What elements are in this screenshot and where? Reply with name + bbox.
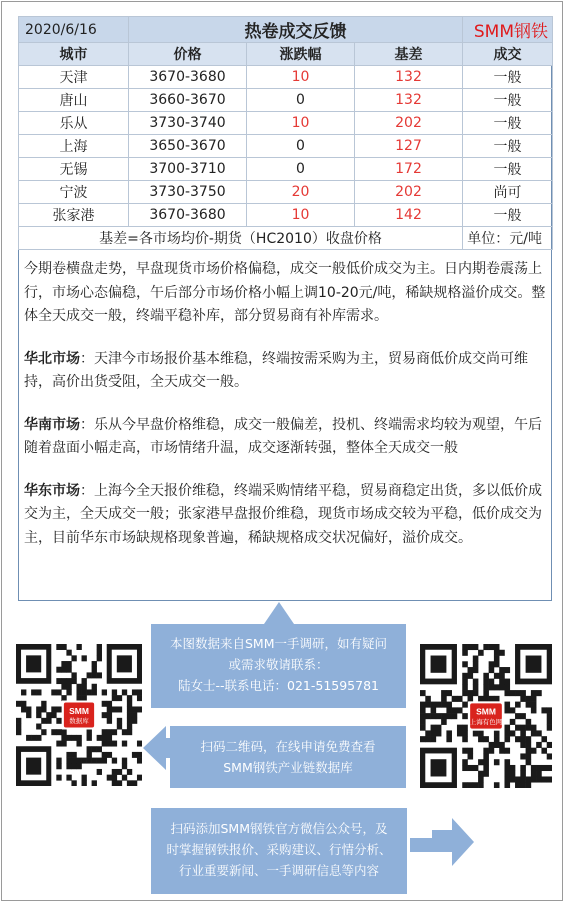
basis-cell: 127 (355, 135, 463, 158)
change-cell: 0 (247, 89, 355, 112)
qr-code-left[interactable] (16, 644, 142, 786)
contact-info-box (151, 624, 406, 708)
badge-text: SMM (69, 705, 89, 716)
deal-cell: 一般 (463, 112, 553, 135)
basis-cell: 142 (355, 204, 463, 227)
col-basis: 基差 (355, 43, 463, 66)
qr-code-right[interactable] (420, 644, 552, 788)
deal-cell: 一般 (463, 89, 553, 112)
deal-cell: 尚可 (463, 181, 553, 204)
database-info-box (170, 726, 406, 788)
col-deal: 成交 (463, 43, 553, 66)
city-cell: 上海 (19, 135, 129, 158)
change-cell: 0 (247, 135, 355, 158)
change-cell: 20 (247, 181, 355, 204)
deal-cell: 一般 (463, 204, 553, 227)
deal-cell: 一般 (463, 66, 553, 89)
basis-cell: 202 (355, 181, 463, 204)
price-cell: 3660-3670 (129, 89, 247, 112)
paragraph-label: 华东市场 (24, 482, 80, 499)
basis-cell: 202 (355, 112, 463, 135)
basis-cell: 132 (355, 66, 463, 89)
price-cell: 3650-3670 (129, 135, 247, 158)
paragraph-text: ：天津今市场报价基本维稳，终端按需采购为主，贸易商低价成交尚可维持，高价出货受阻，全天成交一般。 (24, 350, 528, 390)
info-line: 行业重要新闻、一手调研信息等内容 (178, 863, 379, 878)
info-line: 扫码二维码，在线申请免费查看 (200, 739, 376, 754)
price-cell: 3670-3680 (129, 204, 247, 227)
change-cell: 10 (247, 204, 355, 227)
badge-text: SMM (476, 706, 496, 717)
paragraph-text: ：乐从今早盘价格维稳，成交一般偏差，投机、终端需求均较为观望，午后随着盘面小幅走高，市场情绪升温，成交逐渐转强，整体全天成交一般 (24, 416, 542, 456)
bent-arrow-icon (410, 818, 474, 866)
deal-cell: 一般 (463, 135, 553, 158)
basis-definition: 基差=各市场均价-期货（HC2010）收盘价格 (19, 227, 463, 250)
paragraph-label: 华北市场 (24, 350, 80, 367)
city-cell: 张家港 (19, 204, 129, 227)
change-cell: 0 (247, 158, 355, 181)
change-cell: 10 (247, 112, 355, 135)
price-cell: 3670-3680 (129, 66, 247, 89)
info-line: 或需求敬请联系： (228, 657, 329, 672)
price-cell: 3730-3750 (129, 181, 247, 204)
badge-text: 数据库 (69, 716, 89, 725)
basis-cell: 172 (355, 158, 463, 181)
city-cell: 无锡 (19, 158, 129, 181)
info-line: 时掌握钢铁报价、采购建议、行情分析、 (166, 842, 392, 857)
deal-cell: 一般 (463, 158, 553, 181)
city-cell: 宁波 (19, 181, 129, 204)
wechat-info-box (151, 808, 407, 894)
info-line: 本图数据来自SMM一手调研，如有疑问 (169, 636, 387, 651)
info-line: 陆女士--联系电话：021-51595781 (177, 678, 379, 693)
info-line: SMM钢铁产业链数据库 (223, 760, 353, 775)
paragraph-label: 华南市场 (24, 416, 80, 433)
change-cell: 10 (247, 66, 355, 89)
price-cell: 3700-3710 (129, 158, 247, 181)
col-price: 价格 (129, 43, 247, 66)
col-city: 城市 (19, 43, 129, 66)
price-cell: 3730-3740 (129, 112, 247, 135)
report-title: 热卷成交反馈 (129, 17, 463, 43)
paragraph-text: ：上海今全天报价维稳，终端采购情绪平稳，贸易商稳定出货，多以低价成交为主，全天成交一般；张家港早盘报价维稳，现货市场成交较为平稳，低价成交为主，目前华东市场缺规格现象普遍，稀缺规格成交状况偏好，溢价成交。 (24, 482, 542, 546)
col-change: 涨跌幅 (247, 43, 355, 66)
city-cell: 天津 (19, 66, 129, 89)
city-cell: 唐山 (19, 89, 129, 112)
paragraph-text: 今期卷横盘走势，早盘现货市场价格偏稳，成交一般低价成交为主。日内期卷震荡上行，市场心态偏稳，午后部分市场价格小幅上调10-20元/吨，稀缺规格溢价成交。整体全天成交一般，终端平稳补库，部分贸易商有补库需求。 (24, 261, 546, 324)
city-cell: 乐从 (19, 112, 129, 135)
report-date: 2020/6/16 (19, 17, 129, 43)
brand-label: SMM钢铁 (463, 17, 553, 43)
info-line: 扫码添加SMM钢铁官方微信公众号，及 (170, 821, 388, 836)
unit-label: 单位：元/吨 (463, 227, 553, 250)
basis-cell: 132 (355, 89, 463, 112)
badge-text: 上海有色网 (469, 718, 503, 727)
